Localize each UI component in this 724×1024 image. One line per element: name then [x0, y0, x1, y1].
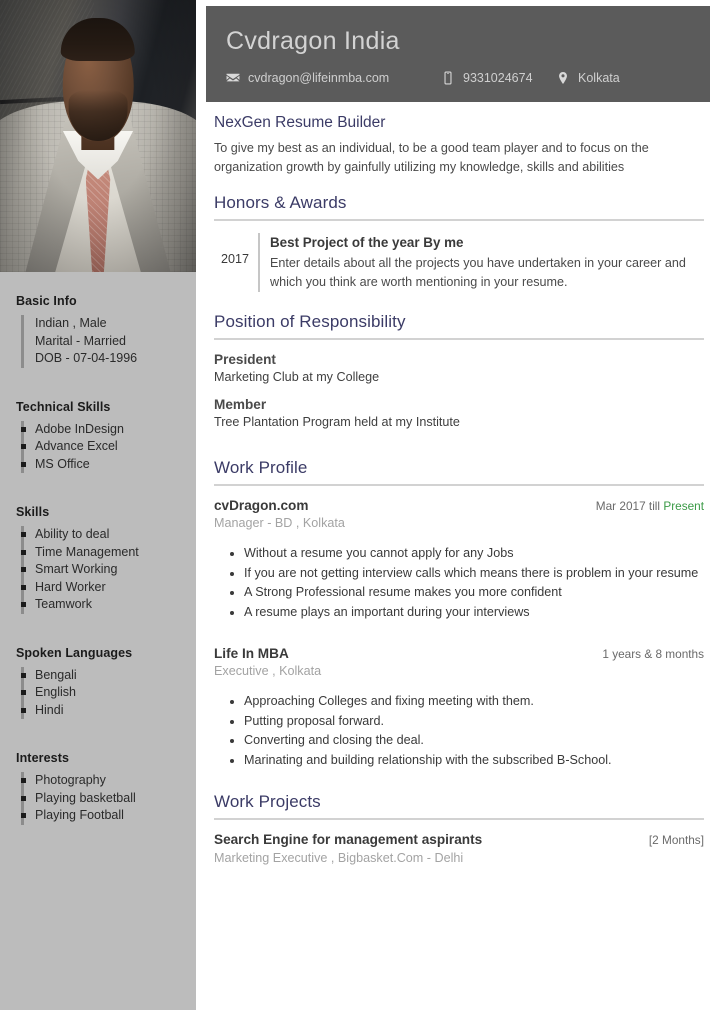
contact-phone-text: 9331024674: [463, 71, 533, 85]
sidebar-heading-interests: Interests: [16, 751, 70, 765]
list-item: Smart Working: [35, 561, 186, 579]
list-item: • If you are not getting interview calls which means there is problem in your resume: [244, 564, 704, 584]
work-dates-present: Present: [663, 499, 704, 513]
contact-phone[interactable]: [441, 71, 556, 85]
position-role: Member: [214, 397, 267, 412]
list-item: Marital - Married: [35, 333, 126, 348]
work-entry: [214, 646, 704, 776]
list-item: • Marinating and building relationship with the subscribed B-School.: [244, 751, 704, 771]
project-duration: [2 Months]: [648, 833, 704, 847]
sidebar-content: [0, 272, 196, 825]
section-title-position-of-responsibility: Position of Responsibility: [214, 312, 406, 331]
list-item: Hard Worker: [35, 579, 186, 597]
project-entry: [214, 832, 704, 869]
objective-text: To give my best as an individual, to be a good team player and to focus on the organization growth by gainfully utilizing my knowledge, skills and abilities: [214, 141, 649, 174]
work-bullet-list: [214, 544, 704, 622]
project-subtitle: Marketing Executive , Bigbasket.Com - Delhi: [214, 851, 464, 865]
sidebar-section-spoken-languages: [0, 646, 196, 720]
work-dates: [596, 499, 704, 513]
photo-vignette: [0, 0, 196, 272]
sidebar-section-technical-skills: [0, 400, 196, 474]
list-item: Hindi: [35, 702, 186, 720]
honor-heading: Best Project of the year By me: [270, 235, 464, 250]
main-column: [196, 0, 724, 1024]
section-title-honors: Honors & Awards: [214, 193, 347, 212]
work-entry-header: [214, 498, 704, 513]
list-item: • Putting proposal forward.: [244, 712, 704, 732]
list-item: English: [35, 684, 186, 702]
spoken-languages-list: [21, 667, 186, 720]
list-item: Time Management: [35, 544, 186, 562]
list-item: Ability to deal: [35, 526, 186, 544]
honor-year: 2017: [220, 252, 249, 266]
list-item: Playing Football: [35, 807, 186, 825]
contact-email[interactable]: [226, 71, 441, 85]
honor-entry: [214, 233, 704, 296]
position-entry: [214, 352, 704, 397]
position-role: President: [214, 352, 276, 367]
section-rule: [214, 219, 704, 221]
honor-body: [258, 233, 704, 292]
work-entry: [214, 498, 704, 628]
work-company: Life In MBA: [214, 646, 289, 661]
list-item: DOB - 07-04-1996: [35, 351, 138, 365]
section-rule: [214, 818, 704, 820]
project-entry-header: [214, 832, 704, 847]
work-company: cvDragon.com: [214, 498, 309, 513]
sidebar: [0, 0, 196, 1010]
list-item: • A Strong Professional resume makes you more confident: [244, 583, 704, 603]
mobile-phone-icon: [441, 71, 455, 85]
list-item: Adobe InDesign: [35, 421, 186, 439]
profile-photo: [0, 0, 196, 272]
sidebar-section-basic-info: [0, 294, 196, 368]
main-content: [206, 102, 710, 869]
contact-location-text: Kolkata: [578, 71, 620, 85]
work-dates-prefix: Mar 2017 till: [595, 499, 664, 513]
list-item: • Converting and closing the deal.: [244, 731, 704, 751]
section-title-work-projects: Work Projects: [214, 792, 321, 811]
list-item: • Without a resume you cannot apply for any Jobs: [244, 544, 704, 564]
map-pin-icon: [556, 71, 570, 85]
sidebar-section-interests: [0, 751, 196, 825]
spacer: [0, 636, 196, 646]
work-entry-header: [214, 646, 704, 661]
interests-list: [21, 772, 186, 825]
honor-description: Enter details about all the projects you have undertaken in your career and which you think are worth mentioning in your resume.: [270, 256, 686, 289]
page-title: Cvdragon India: [226, 27, 400, 55]
list-item: MS Office: [35, 456, 186, 474]
work-subtitle: Manager - BD , Kolkata: [214, 516, 345, 530]
list-item: Advance Excel: [35, 438, 186, 456]
contact-email-text: cvdragon@lifeinmba.com: [248, 71, 390, 85]
spacer: [0, 741, 196, 751]
header-band: [206, 6, 710, 102]
contact-location[interactable]: [556, 71, 620, 85]
sidebar-heading-spoken-languages: Spoken Languages: [16, 645, 133, 660]
sidebar-heading-technical-skills: Technical Skills: [16, 399, 111, 414]
envelope-icon: [226, 71, 240, 85]
work-dates: [602, 647, 704, 661]
project-title: Search Engine for management aspirants: [214, 832, 483, 847]
list-item: • A resume plays an important during your interviews: [244, 603, 704, 623]
sidebar-section-skills: [0, 505, 196, 614]
position-entry: [214, 397, 704, 442]
technical-skills-list: [21, 421, 186, 474]
work-dates-prefix: 1 years & 8 months: [602, 647, 704, 661]
section-rule: [214, 484, 704, 486]
position-organization: Tree Plantation Program held at my Institute: [214, 415, 460, 429]
list-item: Indian , Male: [35, 316, 107, 330]
contact-row: [226, 71, 690, 85]
list-item: Photography: [35, 772, 186, 790]
position-organization: Marketing Club at my College: [214, 370, 380, 384]
section-rule: [214, 338, 704, 340]
spacer: [0, 495, 196, 505]
work-bullet-list: [214, 692, 704, 770]
list-item: Bengali: [35, 667, 186, 685]
skills-list: [21, 526, 186, 614]
sidebar-heading-skills: Skills: [16, 505, 50, 519]
objective-title: NexGen Resume Builder: [214, 114, 386, 131]
list-item: Playing basketball: [35, 790, 186, 808]
spacer: [0, 390, 196, 400]
list-item: • Approaching Colleges and fixing meeting with them.: [244, 692, 704, 712]
list-item: Teamwork: [35, 596, 186, 614]
section-title-work-profile: Work Profile: [214, 458, 308, 477]
basic-info-list: [21, 315, 186, 368]
sidebar-heading-basic-info: Basic Info: [16, 294, 77, 308]
work-subtitle: Executive , Kolkata: [214, 664, 322, 678]
spacer: [214, 628, 704, 646]
